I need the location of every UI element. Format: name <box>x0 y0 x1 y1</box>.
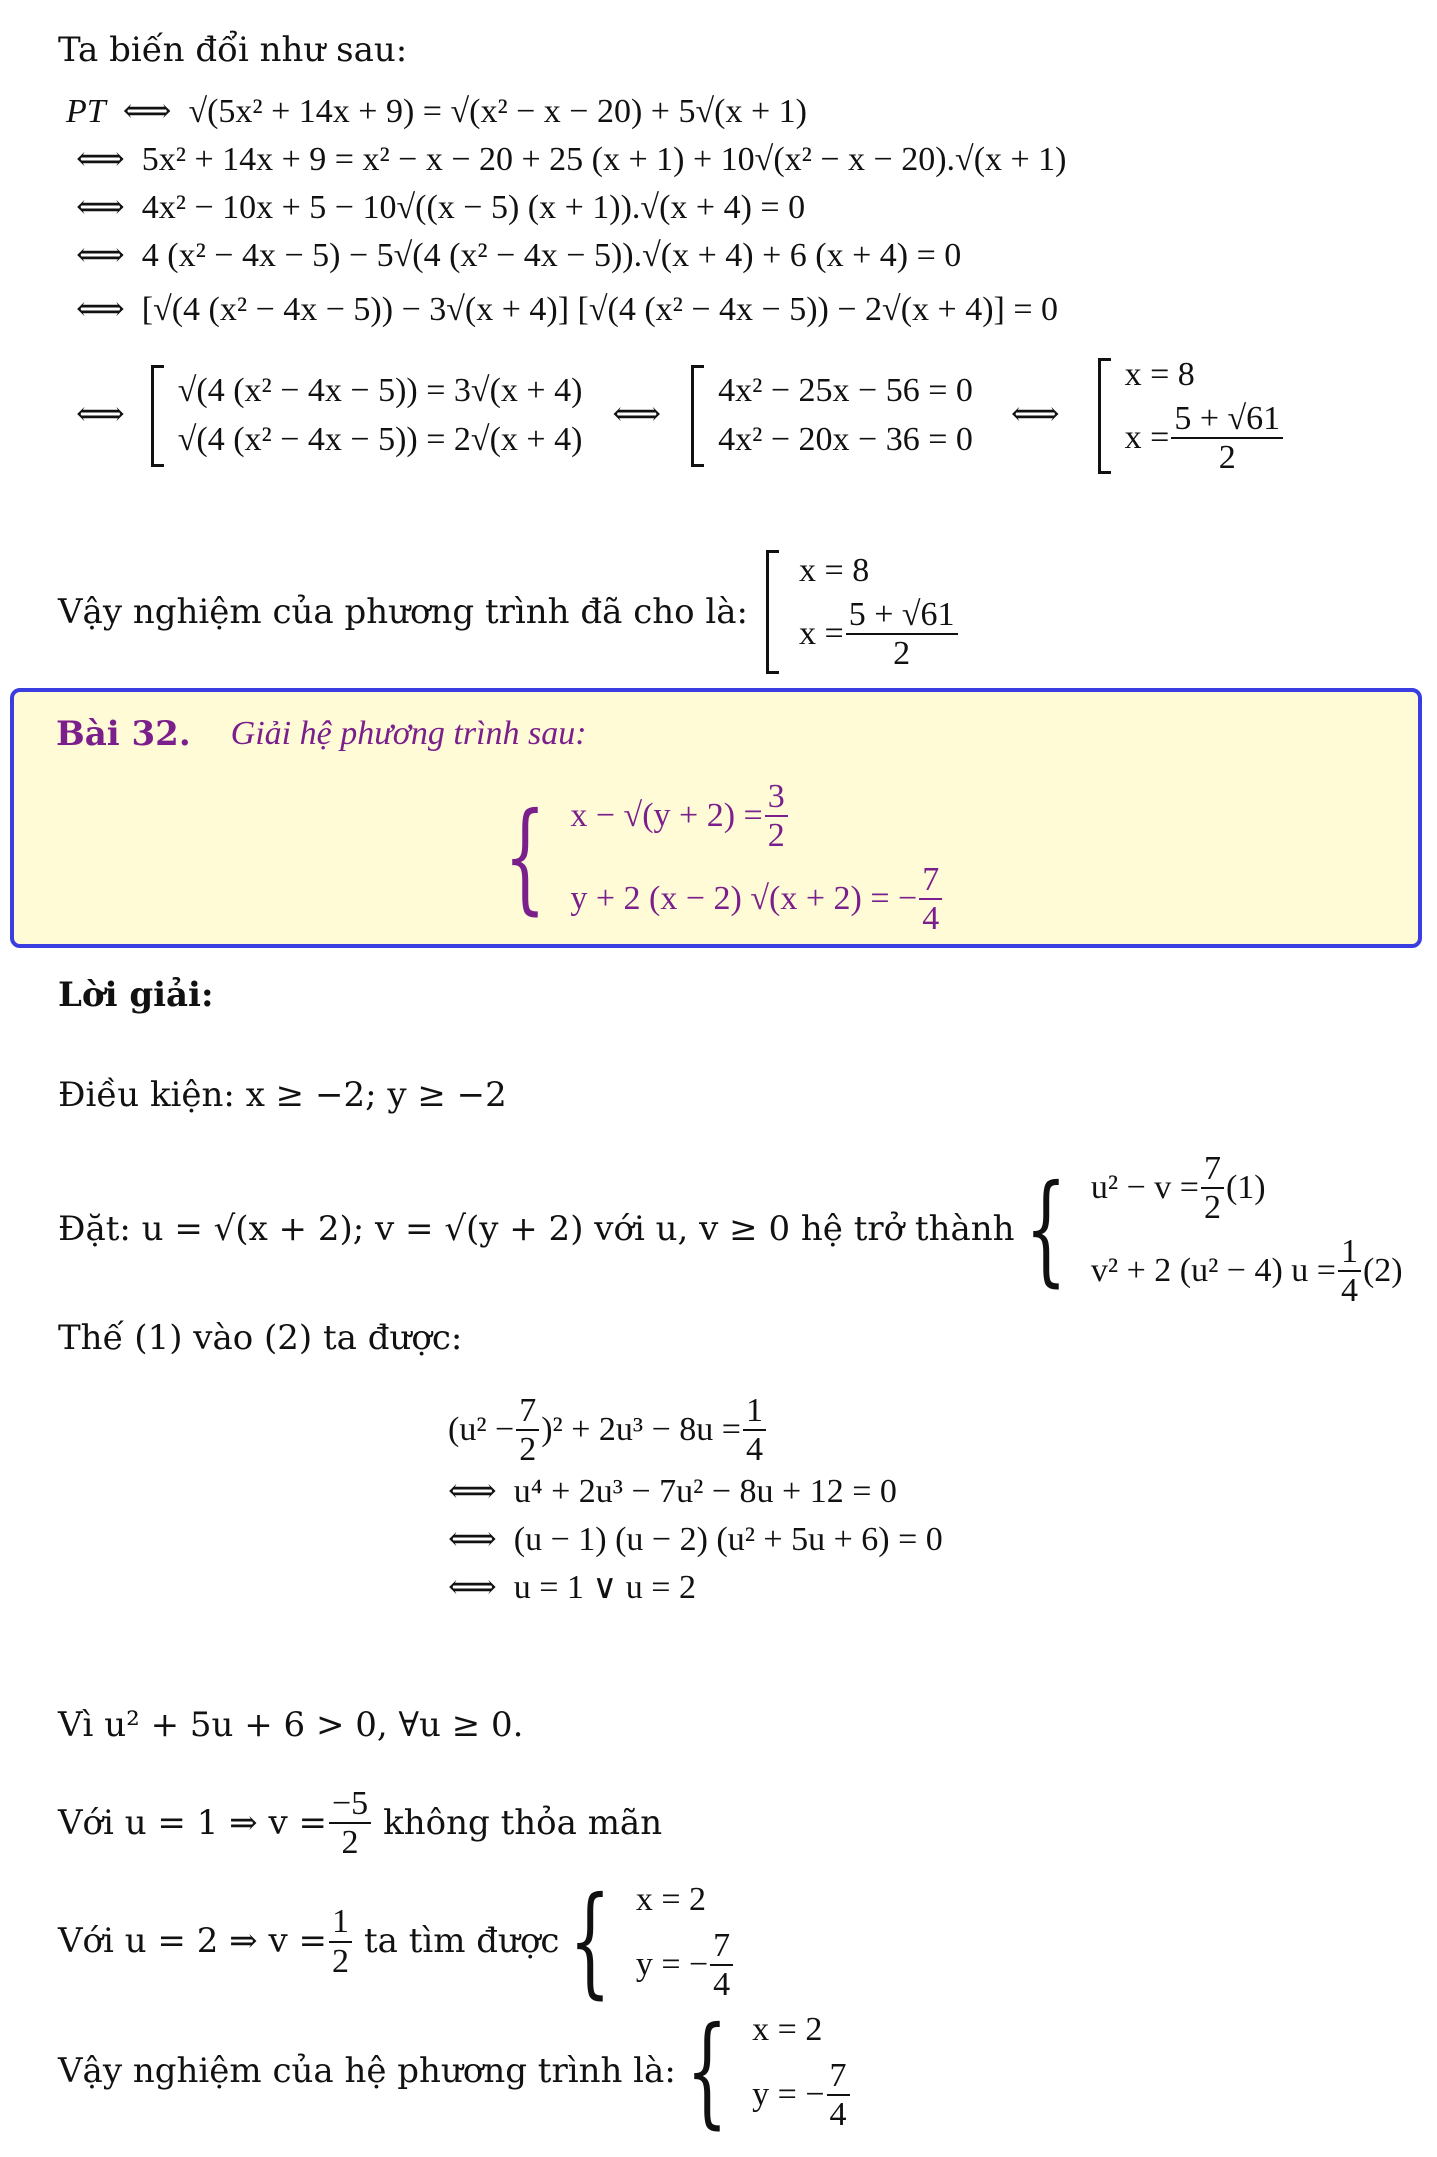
final-y-fraction <box>827 2057 850 2134</box>
frac-num: 7 <box>516 1392 539 1431</box>
sub-eq-1: u² − v = <box>1090 1168 1199 1206</box>
poly-1-rhs-fraction <box>743 1392 766 1469</box>
poly-line-1 <box>448 1392 768 1469</box>
frac-num: 1 <box>329 1903 352 1942</box>
frac-num: 5 + √61 <box>1171 400 1283 439</box>
alt-eq-c: 4x² − 25x − 56 = 0 <box>718 371 973 409</box>
pt-label: PT <box>66 93 106 130</box>
frac-den: 2 <box>893 635 911 673</box>
equiv-symbol: ⟺ <box>448 1569 497 1606</box>
condition-text: Điều kiện: x ≥ −2; y ≥ −2 <box>58 1075 507 1115</box>
poly-4: u = 1 ∨ u = 2 <box>513 1569 696 1606</box>
case-2-y-fraction <box>710 1927 733 2004</box>
final-y: y = − <box>752 2075 825 2113</box>
poly-3: (u − 1) (u − 2) (u² + 5u + 6) = 0 <box>513 1521 943 1558</box>
frac-den: 2 <box>331 1942 349 1980</box>
equiv-symbol: ⟺ <box>448 1473 497 1510</box>
solution-title: Lời giải: <box>58 975 214 1015</box>
conclusion-1-text: Vậy nghiệm của phương trình đã cho là: <box>58 591 749 632</box>
intro-text: Ta biến đổi như sau: <box>58 30 408 70</box>
derivation-line-1 <box>66 92 807 133</box>
bracket-middle <box>691 365 704 467</box>
equiv-symbol: ⟺ <box>76 141 125 178</box>
derivation-line-3 <box>76 188 805 229</box>
equation-4: 4 (x² − 4x − 5) − 5√(4 (x² − 4x − 5)).√(x + 4) + 6 (x + 4) = 0 <box>141 237 962 274</box>
case-2-fraction <box>329 1903 352 1980</box>
derivation-line-6 <box>76 355 1285 477</box>
case-1 <box>58 1785 662 1862</box>
case-2-rhs: ta tìm được <box>363 1921 560 1962</box>
alt-eq-d: 4x² − 20x − 36 = 0 <box>718 420 973 458</box>
conclusion-solution-2-lhs: x = <box>799 614 844 652</box>
frac-den: 4 <box>1340 1272 1358 1310</box>
case-1-rhs: không thỏa mãn <box>383 1802 663 1843</box>
since-text: Vì u² + 5u + 6 > 0, ∀u ≥ 0. <box>58 1705 524 1745</box>
frac-den: 4 <box>745 1431 763 1469</box>
frac-den: 2 <box>767 817 785 855</box>
frac-num: 7 <box>919 861 942 900</box>
problem-box <box>10 688 1422 948</box>
sub-eq-2: v² + 2 (u² − 4) u = <box>1090 1251 1336 1289</box>
sub-eq-2-fraction <box>1338 1233 1361 1310</box>
frac-num: 1 <box>743 1392 766 1431</box>
problem-system <box>504 778 944 938</box>
frac-num: 5 + √61 <box>846 596 958 635</box>
frac-den: 4 <box>713 1966 731 2004</box>
problem-statement: Giải hệ phương trình sau: <box>230 715 587 752</box>
alt-eq-a: √(4 (x² − 4x − 5)) = 3√(x + 4) <box>177 371 583 409</box>
conclusion-solution-1: x = 8 <box>799 552 870 590</box>
frac-den: 4 <box>922 900 940 938</box>
conclusion-1 <box>58 550 960 674</box>
solution-2-lhs: x = <box>1124 418 1170 456</box>
frac-den: 2 <box>519 1431 537 1469</box>
substitution-brace: { <box>1024 1159 1067 1299</box>
sub-eq-1-tag: (1) <box>1225 1168 1266 1206</box>
eq1-fraction <box>765 778 788 855</box>
eq2-fraction <box>919 861 942 938</box>
poly-1-a: (u² − <box>448 1410 515 1448</box>
substitution-line <box>58 1150 1403 1310</box>
equiv-symbol: ⟺ <box>76 237 125 274</box>
conclusion-bracket <box>766 550 779 674</box>
final-brace: { <box>685 2001 728 2141</box>
frac-num: 7 <box>710 1927 733 1966</box>
poly-1-b: )² + 2u³ − 8u = <box>541 1410 741 1448</box>
equiv-symbol: ⟺ <box>122 93 172 130</box>
derivation-line-5 <box>76 290 1058 331</box>
frac-den: 4 <box>829 2096 847 2134</box>
frac-num: −5 <box>329 1785 371 1824</box>
equiv-symbol: ⟺ <box>76 396 125 434</box>
poly-2: u⁴ + 2u³ − 7u² − 8u + 12 = 0 <box>513 1473 897 1510</box>
solution-2-fraction <box>1171 400 1283 477</box>
solution-1: x = 8 <box>1124 356 1195 393</box>
frac-num: 7 <box>1201 1150 1224 1189</box>
equiv-symbol: ⟺ <box>76 291 125 328</box>
case-2-x: x = 2 <box>635 1881 706 1918</box>
poly-line-3 <box>448 1520 943 1561</box>
equation-3: 4x² − 10x + 5 − 10√((x − 5) (x + 1)).√(x + 4) = 0 <box>141 189 806 226</box>
case-1-fraction <box>329 1785 371 1862</box>
case-2 <box>58 1871 735 2011</box>
frac-den: 2 <box>341 1824 359 1862</box>
conclusion-solution-2-fraction <box>846 596 958 673</box>
frac-den: 2 <box>1203 1189 1221 1227</box>
frac-num: 3 <box>765 778 788 817</box>
poly-1-fraction <box>516 1392 539 1469</box>
case-2-brace: { <box>569 1871 612 2011</box>
system-eq-1: x − √(y + 2) = <box>570 797 763 835</box>
problem-label: Bài 32. <box>56 714 191 754</box>
system-brace: { <box>504 787 546 927</box>
bracket-right <box>1098 358 1111 474</box>
sub-eq-1-fraction <box>1201 1150 1224 1227</box>
case-2-y: y = − <box>635 1945 709 1983</box>
equiv-symbol: ⟺ <box>76 189 125 226</box>
frac-num: 7 <box>827 2057 850 2096</box>
equiv-symbol: ⟺ <box>448 1521 497 1558</box>
frac-num: 1 <box>1338 1233 1361 1272</box>
alt-eq-b: √(4 (x² − 4x − 5)) = 2√(x + 4) <box>177 420 583 458</box>
derivation-line-2 <box>76 140 1067 181</box>
final-text: Vậy nghiệm của hệ phương trình là: <box>58 2051 676 2092</box>
poly-line-2 <box>448 1472 897 1513</box>
frac-den: 2 <box>1218 439 1236 477</box>
equation-5: [√(4 (x² − 4x − 5)) − 3√(x + 4)] [√(4 (x² − 4x − 5)) − 2√(x + 4)] = 0 <box>141 291 1059 328</box>
case-2-lhs: Với u = 2 ⇒ v = <box>58 1921 327 1962</box>
substitute-text: Thế (1) vào (2) ta được: <box>58 1318 463 1358</box>
sub-eq-2-tag: (2) <box>1362 1251 1403 1289</box>
final-answer <box>58 2001 852 2141</box>
equiv-symbol: ⟺ <box>1010 396 1060 434</box>
poly-line-4 <box>448 1568 696 1609</box>
equation-2: 5x² + 14x + 9 = x² − x − 20 + 25 (x + 1) + 10√(x² − x − 20).√(x + 1) <box>141 141 1067 178</box>
bracket-left <box>151 365 164 467</box>
case-1-lhs: Với u = 1 ⇒ v = <box>58 1802 327 1843</box>
substitution-text: Đặt: u = √(x + 2); v = √(y + 2) với u, v ≥ 0 hệ trở thành <box>58 1209 1015 1250</box>
equiv-symbol: ⟺ <box>612 396 662 434</box>
equation-1: √(5x² + 14x + 9) = √(x² − x − 20) + 5√(x + 1) <box>188 93 807 130</box>
derivation-line-4 <box>76 236 961 277</box>
system-eq-2: y + 2 (x − 2) √(x + 2) = − <box>570 880 918 918</box>
final-x: x = 2 <box>752 2011 823 2048</box>
